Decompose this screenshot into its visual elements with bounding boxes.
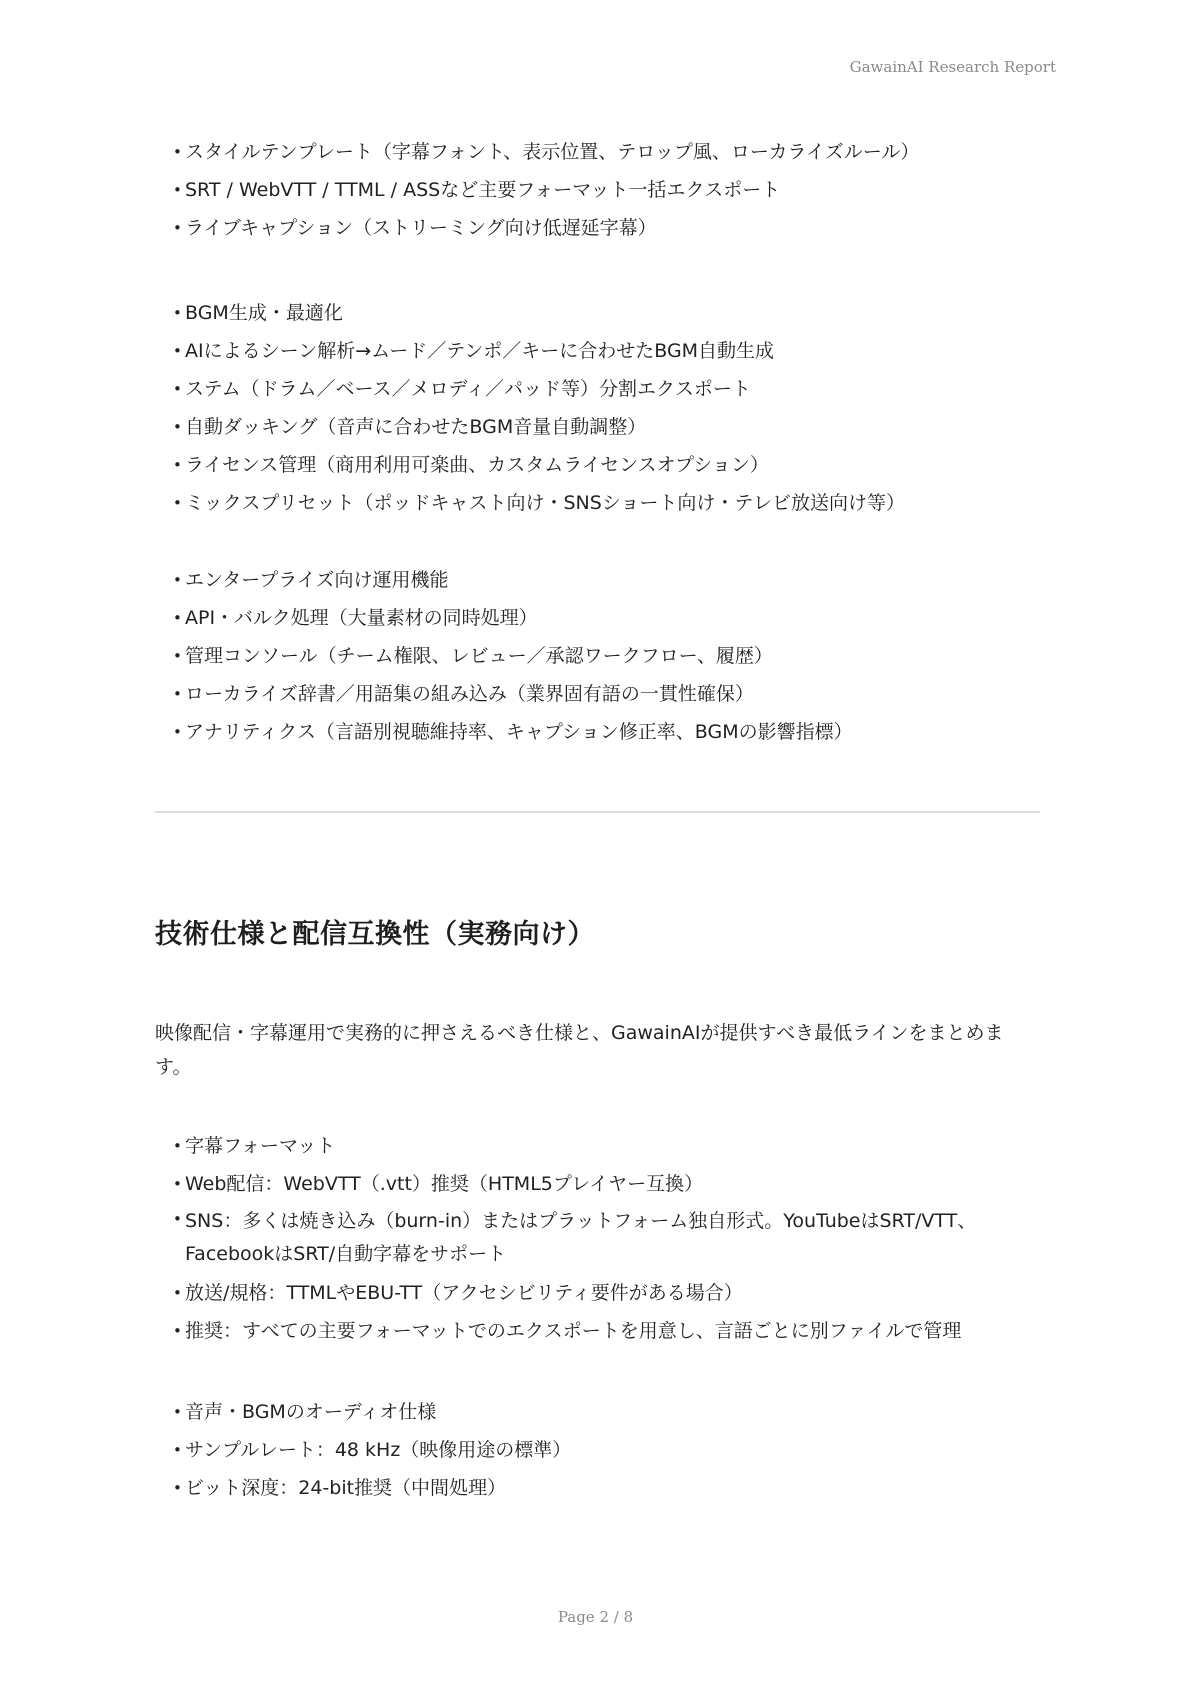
list-item: • SRT / WebVTT / TTML / ASSなど主要フォーマット一括エクスポート xyxy=(173,171,919,209)
bgm-features-list xyxy=(173,294,905,522)
audio-specs-list xyxy=(173,1393,571,1507)
list-item: • AIによるシーン解析→ムード／テンポ／キーに合わせたBGM自動生成 xyxy=(173,332,905,370)
list-item: • ビット深度：24-bit推奨（中間処理） xyxy=(173,1469,571,1507)
list-item: • 音声・BGMのオーディオ仕様 xyxy=(173,1393,571,1431)
list-item: • エンタープライズ向け運用機能 xyxy=(173,561,853,599)
section-intro: 映像配信・字幕運用で実務的に押さえるべき仕様と、GawainAIが提供すべき最低ラインをまとめます。 xyxy=(155,1022,1004,1078)
list-item: • ミックスプリセット（ポッドキャスト向け・SNSショート向け・テレビ放送向け等） xyxy=(173,484,905,522)
subtitle-features-list xyxy=(173,133,919,247)
list-item: • スタイルテンプレート（字幕フォント、表示位置、テロップ風、ローカライズルール） xyxy=(173,133,919,171)
list-item: • SNS：多くは焼き込み（burn-in）またはプラットフォーム独自形式。YouTubeはSRT/VTT、FacebookはSRT/自動字幕をサポート xyxy=(173,1203,1025,1274)
list-item: • 放送/規格：TTMLやEBU-TT（アクセシビリティ要件がある場合） xyxy=(173,1274,1025,1312)
list-item: • 管理コンソール（チーム権限、レビュー／承認ワークフロー、履歴） xyxy=(173,637,853,675)
page-number: Page 2 / 8 xyxy=(557,1608,634,1626)
list-item: • ローカライズ辞書／用語集の組み込み（業界固有語の一貫性確保） xyxy=(173,675,853,713)
list-item: • 自動ダッキング（音声に合わせたBGM音量自動調整） xyxy=(173,408,905,446)
list-item: • ステム（ドラム／ベース／メロディ／パッド等）分割エクスポート xyxy=(173,370,905,408)
subtitle-formats-list xyxy=(173,1127,1025,1350)
list-item: • サンプルレート：48 kHz（映像用途の標準） xyxy=(173,1431,571,1469)
section-divider xyxy=(155,811,1040,813)
list-item: • アナリティクス（言語別視聴維持率、キャプション修正率、BGMの影響指標） xyxy=(173,713,853,751)
list-item: • API・バルク処理（大量素材の同時処理） xyxy=(173,599,853,637)
list-item: • 推奨：すべての主要フォーマットでのエクスポートを用意し、言語ごとに別ファイルで管理 xyxy=(173,1312,1025,1350)
list-item: • ライブキャプション（ストリーミング向け低遅延字幕） xyxy=(173,209,919,247)
list-item: • 字幕フォーマット xyxy=(173,1127,1025,1165)
section-heading: 技術仕様と配信互換性（実務向け） xyxy=(155,919,595,950)
list-item: • BGM生成・最適化 xyxy=(173,294,905,332)
running-header: GawainAI Research Report xyxy=(849,58,1056,76)
enterprise-features-list xyxy=(173,561,853,751)
list-item: • Web配信：WebVTT（.vtt）推奨（HTML5プレイヤー互換） xyxy=(173,1165,1025,1203)
list-item: • ライセンス管理（商用利用可楽曲、カスタムライセンスオプション） xyxy=(173,446,905,484)
